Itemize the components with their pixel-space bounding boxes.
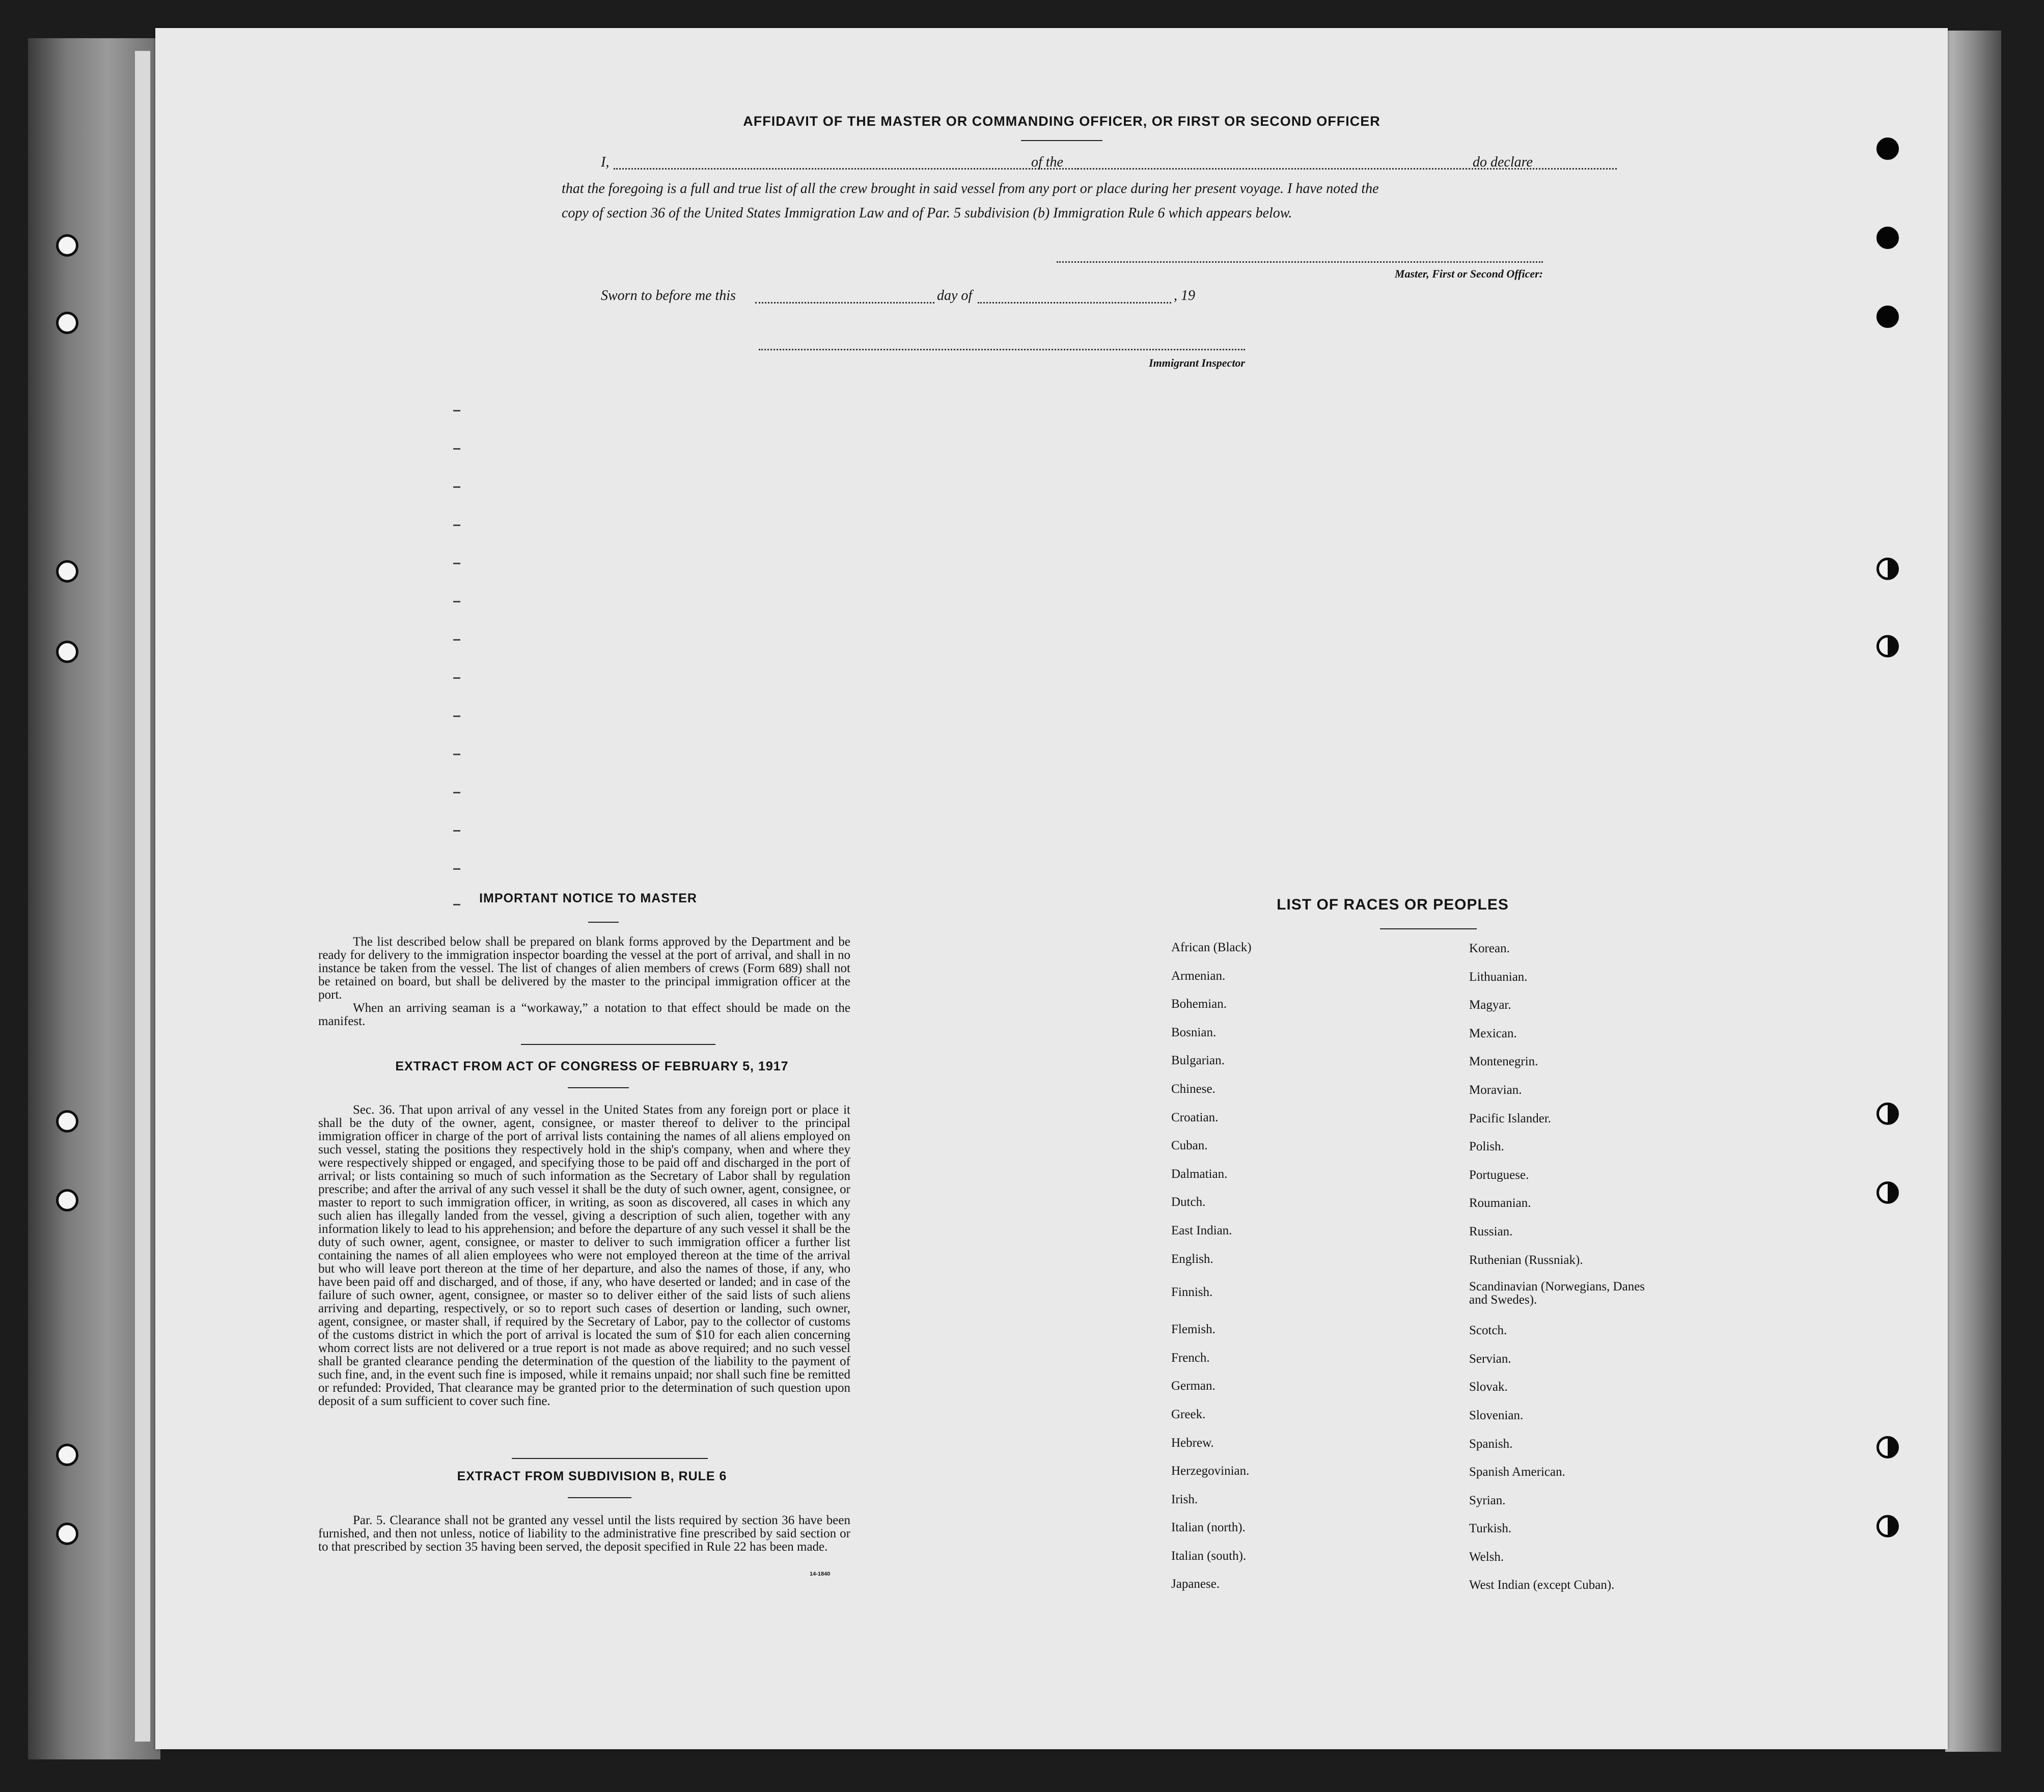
race-item: Armenian.: [1171, 969, 1226, 983]
race-item: Dutch.: [1171, 1195, 1206, 1209]
race-item: Scotch.: [1469, 1324, 1507, 1338]
race-item: Mexican.: [1469, 1026, 1517, 1040]
punch-hole: [1876, 1102, 1899, 1125]
master-signature-blank[interactable]: [1057, 261, 1543, 263]
margin-dash: [453, 486, 460, 488]
race-item: Finnish.: [1171, 1285, 1213, 1300]
race-item: Scandinavian (Norwegians, Danes and Swedes).: [1469, 1280, 1645, 1307]
punch-hole: [1876, 227, 1899, 249]
race-item: West Indian (except Cuban).: [1469, 1578, 1615, 1592]
inspector-caption: Immigrant Inspector: [1149, 356, 1245, 369]
affidavit-line-2: that the foregoing is a full and true list of all the crew brought in said vessel from any port or place during her present voyage. I have noted the: [562, 181, 1379, 197]
race-item: Roumanian.: [1469, 1196, 1531, 1210]
margin-dash: [453, 868, 460, 870]
race-item: Slovak.: [1469, 1380, 1508, 1394]
race-item: English.: [1171, 1252, 1213, 1266]
races-title: LIST OF RACES OR PEOPLES: [1277, 896, 1509, 913]
punch-hole: [56, 1523, 78, 1545]
race-item: Turkish.: [1469, 1522, 1512, 1536]
rule-extract-text: Par. 5. Clearance shall not be granted any vessel until the lists required by section 36 have been furnished, and then not unless, notice of liability to the administrative fine prescribed by said section or to that prescribed by section 35 having been served, the deposit specified in Rule 22 has been made.: [318, 1513, 850, 1554]
punch-hole: [1876, 306, 1899, 328]
race-item: Chinese.: [1171, 1082, 1216, 1096]
notice-title: IMPORTANT NOTICE TO MASTER: [479, 891, 697, 905]
rule-title-rule: [568, 1497, 631, 1498]
form-number: 14-1840: [810, 1571, 831, 1577]
title-rule: [1021, 140, 1102, 141]
races-left-column: [1171, 933, 1252, 1598]
binder-edge: [135, 51, 150, 1742]
race-item: French.: [1171, 1350, 1210, 1365]
race-item: Montenegrin.: [1469, 1055, 1538, 1069]
affidavit-title: AFFIDAVIT OF THE MASTER OR COMMANDING OFFICER, OR FIRST OR SECOND OFFICER: [743, 114, 1380, 129]
page-stack-edge: [1945, 31, 2001, 1752]
punch-hole: [1876, 1515, 1899, 1537]
notice-paragraph-2: When an arriving seaman is a “workaway,” a notation to that effect should be made on the manifest.: [318, 1001, 850, 1028]
master-caption: Master, First or Second Officer:: [1394, 267, 1543, 280]
day-of-label: day of: [937, 288, 973, 304]
punch-hole: [1876, 558, 1899, 580]
race-item: Irish.: [1171, 1492, 1198, 1506]
punch-hole: [56, 560, 78, 583]
margin-dash: [453, 677, 460, 679]
act-title-rule: [568, 1087, 629, 1088]
sworn-month-blank[interactable]: [978, 302, 1171, 304]
punch-hole: [56, 1189, 78, 1211]
race-item: Lithuanian.: [1469, 970, 1528, 984]
notice-rule: [588, 922, 619, 923]
margin-dash: [453, 754, 460, 755]
margin-dash: [453, 448, 460, 450]
races-right-column: [1469, 934, 1663, 1600]
affidavit-i-label: I,: [601, 154, 610, 170]
section-rule: [512, 1458, 708, 1459]
race-item: African (Black): [1171, 941, 1252, 954]
punch-hole: [1876, 137, 1899, 160]
race-item: Pacific Islander.: [1469, 1111, 1552, 1125]
punch-hole: [56, 312, 78, 334]
affidavit-declare-label: do declare: [1473, 154, 1533, 170]
margin-dash: [453, 601, 460, 602]
affidavit-line-3: copy of section 36 of the United States Immigration Law and of Par. 5 subdivision (b) Immigration Rule 6 which appears below.: [562, 205, 1292, 221]
race-item: Italian (north).: [1171, 1521, 1246, 1535]
punch-hole: [56, 234, 78, 257]
race-item: Croatian.: [1171, 1110, 1219, 1124]
punch-hole: [1876, 635, 1899, 657]
punch-hole: [56, 1110, 78, 1133]
race-item: Herzegovinian.: [1171, 1464, 1250, 1478]
race-item: Russian.: [1469, 1224, 1513, 1238]
punch-hole: [56, 641, 78, 663]
race-item: Bosnian.: [1171, 1025, 1217, 1039]
rule-extract-title: EXTRACT FROM SUBDIVISION B, RULE 6: [457, 1469, 727, 1483]
race-item: Bulgarian.: [1171, 1054, 1225, 1068]
margin-dash: [453, 715, 460, 717]
race-item: Syrian.: [1469, 1493, 1506, 1507]
race-item: Spanish American.: [1469, 1465, 1565, 1479]
race-item: Magyar.: [1469, 998, 1511, 1012]
section-rule: [521, 1044, 715, 1045]
margin-dash: [453, 792, 460, 793]
race-item: Welsh.: [1469, 1550, 1504, 1564]
race-item: Greek.: [1171, 1407, 1206, 1421]
race-item: Polish.: [1469, 1140, 1504, 1154]
punch-hole: [1876, 1181, 1899, 1204]
notice-paragraph-1: The list described below shall be prepared on blank forms approved by the Department and be ready for delivery to the immigration inspector boarding the vessel at the port of arrival, and shall in no instance be taken from the vessel. The list of changes of alien members of crews (Form 689) shall not be retained on board, but shall be delivered by the master to the principal immigration officer at the port.: [318, 935, 850, 1002]
affidavit-of-label: of the: [1031, 154, 1063, 170]
race-item: Flemish.: [1171, 1322, 1216, 1337]
race-item: Italian (south).: [1171, 1549, 1247, 1563]
race-item: Hebrew.: [1171, 1436, 1214, 1450]
race-item: Japanese.: [1171, 1577, 1220, 1591]
margin-dash: [453, 410, 460, 411]
race-item: East Indian.: [1171, 1223, 1232, 1237]
margin-dash: [453, 563, 460, 564]
race-item: Moravian.: [1469, 1083, 1522, 1097]
race-item: German.: [1171, 1379, 1216, 1393]
inspector-signature-blank[interactable]: [759, 349, 1245, 350]
vessel-blank[interactable]: [1077, 168, 1617, 170]
margin-dash: [453, 639, 460, 641]
race-item: Cuban.: [1171, 1139, 1208, 1153]
act-extract-text: Sec. 36. That upon arrival of any vessel in the United States from any foreign port or place it shall be the duty of the owner, agent, consignee, or master thereof to deliver to the principal immigration officer in charge of the port of arrival lists containing the names of all aliens employed on such vessel, stating the positions they respectively hold in the ship's company, when and where they were respectively shipped or engaged, and specifying those to be paid off and discharged in the port of arrival; or lists containing so much of such information as the Secretary of Labor shall by regulation prescribe; and after the arrival of any such vessel it shall be the duty of such owner, agent, consignee, or master to report to such immigration officer, in writing, as soon as discovered, all cases in which any such alien has illegally landed from the vessel, giving a description of such alien, together with any information likely to lead to his apprehension; and before the departure of any such vessel it shall be the duty of such owner, agent, consignee, or master to deliver to such immigration officer a further list containing the names of all alien employees who were not employed thereon at the time of the arrival but who will leave port thereon at the time of her departure, and also the names of those, if any, who have been paid off and discharged, and of those, if any, who have deserted or landed; and in case of the failure of such owner, agent, consignee, or master so to deliver either of the said lists of such aliens arriving and departing, respectively, or so to report such cases of desertion or landing, such owner, agent, consignee, or master shall, if required by the Secretary of Labor, pay to the collector of customs of the customs district in which the port of arrival is located the sum of $10 for each alien concerning whom correct lists are not delivered or a true report is not made as above required; and no such vessel shall be granted clearance pending the determination of the question of the liability to the payment of such fine, and, in the event such fine is imposed, while it remains unpaid; nor shall such fine be remitted or refunded: Provided, That clearance may be granted prior to the determination of such question upon deposit of a sum sufficient to cover such fine.: [318, 1103, 850, 1408]
race-item: Slovenian.: [1469, 1408, 1524, 1422]
sworn-label: Sworn to before me this: [601, 288, 736, 304]
punch-hole: [1876, 1436, 1899, 1458]
year-label: , 19: [1174, 288, 1195, 304]
margin-dash: [453, 830, 460, 832]
punch-hole: [56, 1444, 78, 1466]
sworn-day-blank[interactable]: [755, 302, 934, 304]
races-title-rule: [1380, 928, 1477, 929]
race-item: Bohemian.: [1171, 997, 1227, 1011]
race-item: Dalmatian.: [1171, 1167, 1228, 1181]
race-item: Ruthenian (Russniak).: [1469, 1253, 1583, 1267]
race-item: Portuguese.: [1469, 1168, 1529, 1182]
margin-dash: [453, 525, 460, 526]
race-item: Spanish.: [1469, 1437, 1513, 1451]
race-item: Korean.: [1469, 942, 1510, 955]
race-item: Servian.: [1469, 1352, 1511, 1366]
act-extract-title: EXTRACT FROM ACT OF CONGRESS OF FEBRUARY 5, 1917: [395, 1059, 789, 1073]
manifest-page: [155, 28, 1948, 1749]
